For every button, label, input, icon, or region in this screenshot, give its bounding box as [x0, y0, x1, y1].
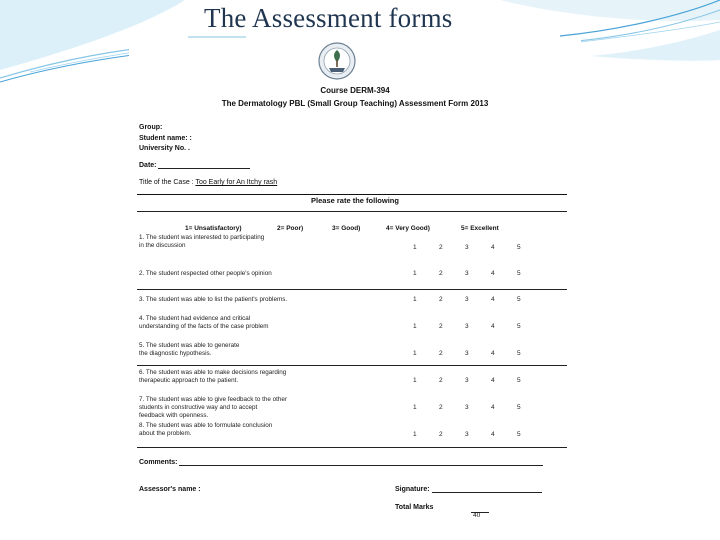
- rating-5[interactable]: 5: [517, 323, 521, 330]
- assessor-name-label: Assessor's name :: [139, 486, 201, 493]
- rating-3[interactable]: 3: [465, 323, 469, 330]
- rating-2[interactable]: 2: [439, 404, 443, 411]
- rating-1[interactable]: 1: [413, 323, 417, 330]
- scale-2: 2= Poor): [277, 225, 304, 232]
- question-4: 4. The student had evidence and critical understanding of the facts of the case problem: [139, 315, 269, 330]
- divider: [137, 289, 567, 290]
- signature-label: Signature:: [395, 486, 430, 493]
- rating-2[interactable]: 2: [439, 244, 443, 251]
- group-label: Group:: [139, 124, 163, 131]
- rating-2[interactable]: 2: [439, 431, 443, 438]
- rating-4[interactable]: 4: [491, 377, 495, 384]
- rating-2[interactable]: 2: [439, 270, 443, 277]
- rating-3[interactable]: 3: [465, 377, 469, 384]
- rating-3[interactable]: 3: [465, 350, 469, 357]
- slide-title: The Assessment forms: [204, 3, 453, 33]
- rating-4[interactable]: 4: [491, 296, 495, 303]
- rating-3[interactable]: 3: [465, 270, 469, 277]
- rating-5[interactable]: 5: [517, 404, 521, 411]
- section-heading: Please rate the following: [311, 196, 399, 205]
- rating-1[interactable]: 1: [413, 270, 417, 277]
- divider: [137, 447, 567, 448]
- divider: [137, 211, 567, 212]
- scale-3: 3= Good): [332, 225, 361, 232]
- date-label: Date:: [139, 162, 157, 169]
- scale-4: 4= Very Good): [386, 225, 430, 232]
- rating-1[interactable]: 1: [413, 244, 417, 251]
- question-3: 3. The student was able to list the patient's problems.: [139, 296, 288, 303]
- rating-4[interactable]: 4: [491, 350, 495, 357]
- rating-5[interactable]: 5: [517, 431, 521, 438]
- date-field: [139, 162, 250, 169]
- rating-4[interactable]: 4: [491, 431, 495, 438]
- date-line: [158, 168, 250, 169]
- rating-4[interactable]: 4: [491, 323, 495, 330]
- case-title-label: Title of the Case :: [139, 179, 194, 186]
- comments-line[interactable]: [179, 465, 543, 466]
- question-8: 8. The student was able to formulate conclusion about the problem.: [139, 422, 273, 437]
- question-7: 7. The student was able to give feedback to the other students in constructive way and to accept feedback with openness.: [139, 396, 287, 419]
- university-no-label: University No. .: [139, 145, 190, 152]
- rating-4[interactable]: 4: [491, 270, 495, 277]
- comments-label: Comments:: [139, 459, 178, 466]
- rating-4[interactable]: 4: [491, 244, 495, 251]
- rating-3[interactable]: 3: [465, 431, 469, 438]
- divider: [137, 194, 567, 195]
- case-title-value: Too Early for An Itchy rash: [195, 179, 278, 186]
- signature-field: [395, 486, 542, 493]
- rating-1[interactable]: 1: [413, 431, 417, 438]
- total-marks-label: Total Marks: [395, 504, 434, 511]
- course-code: Course DERM-394: [320, 86, 390, 95]
- scale-1: 1= Unsatisfactory): [185, 225, 242, 232]
- rating-5[interactable]: 5: [517, 350, 521, 357]
- rating-5[interactable]: 5: [517, 296, 521, 303]
- rating-2[interactable]: 2: [439, 377, 443, 384]
- question-5: 5. The student was able to generate the diagnostic hypothesis.: [139, 342, 240, 357]
- comments-field: [139, 459, 543, 466]
- rating-2[interactable]: 2: [439, 296, 443, 303]
- question-6: 6. The student was able to make decisions regarding therapeutic approach to the patient.: [139, 369, 287, 384]
- rating-2[interactable]: 2: [439, 350, 443, 357]
- form-title: The Dermatology PBL (Small Group Teaching) Assessment Form 2013: [221, 99, 489, 108]
- total-marks-value: 40: [473, 512, 481, 519]
- rating-1[interactable]: 1: [413, 377, 417, 384]
- rating-3[interactable]: 3: [465, 404, 469, 411]
- rating-3[interactable]: 3: [465, 296, 469, 303]
- university-seal-icon: [317, 41, 357, 81]
- rating-5[interactable]: 5: [517, 270, 521, 277]
- rating-5[interactable]: 5: [517, 244, 521, 251]
- scale-5: 5= Excellent: [461, 225, 499, 232]
- signature-line[interactable]: [432, 492, 542, 493]
- question-1: 1. The student was interested to participating in the discussion: [139, 234, 265, 249]
- rating-5[interactable]: 5: [517, 377, 521, 384]
- rating-4[interactable]: 4: [491, 404, 495, 411]
- rating-1[interactable]: 1: [413, 404, 417, 411]
- question-2: 2. The student respected other people's opinion: [139, 270, 272, 277]
- rating-2[interactable]: 2: [439, 323, 443, 330]
- case-title-field: [139, 179, 277, 186]
- rating-1[interactable]: 1: [413, 296, 417, 303]
- student-name-label: Student name: :: [139, 135, 192, 142]
- divider: [137, 365, 567, 366]
- assessment-form-document: [129, 38, 581, 525]
- rating-3[interactable]: 3: [465, 244, 469, 251]
- rating-1[interactable]: 1: [413, 350, 417, 357]
